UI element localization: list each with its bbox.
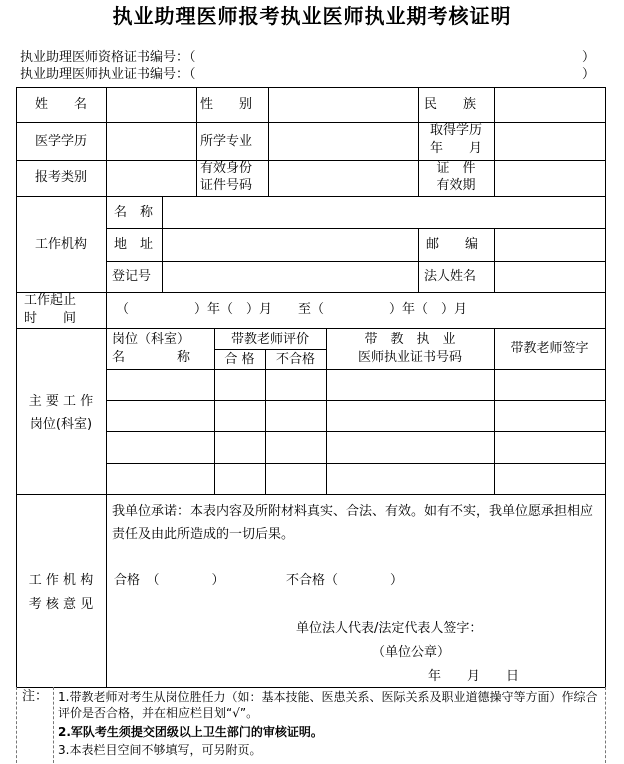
col-pass: 合 格: [224, 352, 255, 367]
label-id-number-1: 有效身份: [200, 161, 253, 176]
col-fail: 不合格: [275, 352, 315, 367]
label-positions-1: 主 要 工 作: [28, 394, 94, 409]
label-assessment-1: 工 作 机 构: [28, 573, 94, 588]
label-work-org: 工作机构: [34, 237, 87, 252]
label-org-legal-rep: 法人姓名: [424, 269, 477, 284]
note-item-1: 1.带教老师对考生从岗位胜任力（如：基本技能、医患关系、医际关系及职业道德操守等方面）作综合评价是否合格，并在相应栏目划“√”。: [58, 690, 598, 720]
label-work-period-2: 时 间: [24, 311, 77, 326]
note-item-2: 2.军队考生须提交团级以上卫生部门的审核证明。: [58, 725, 323, 739]
assessment-fail: 不合格（ ）: [286, 573, 404, 588]
cert-practice-close: ）: [582, 67, 596, 82]
col-post-1: 岗位（科室）: [112, 332, 191, 347]
label-org-reg-no: 登记号: [112, 269, 152, 284]
label-positions-2: 岗位(科室): [29, 417, 93, 432]
label-name: 姓 名: [34, 97, 87, 112]
col-cert-1: 带 教 执 业: [364, 332, 456, 347]
assessment-signature: 单位法人代表/法定代表人签字：: [296, 621, 483, 636]
col-post-2: 名 称: [112, 350, 191, 365]
label-id-valid-2: 有效期: [436, 178, 476, 193]
label-degree-year-1: 取得学历: [429, 123, 482, 138]
assessment-pass: 合格 （ ）: [114, 573, 225, 588]
label-id-valid-1: 证 件: [436, 161, 476, 176]
label-education: 医学学历: [34, 134, 87, 149]
notes-label: 注：: [22, 689, 49, 704]
work-period-range: （ ）年（ ）月 至（ ）年（ ）月: [116, 302, 468, 317]
cert-qualification-label: 执业助理医师资格证书编号：（: [20, 50, 196, 65]
label-org-name: 名 称: [114, 205, 154, 220]
cert-qualification-close: ）: [582, 50, 596, 65]
label-org-address: 地 址: [114, 237, 154, 252]
assessment-seal: （单位公章）: [372, 645, 451, 660]
label-assessment-2: 考 核 意 见: [28, 597, 94, 612]
page-title: 执业助理医师报考执业医师执业期考核证明: [112, 4, 512, 28]
label-id-number-2: 证件号码: [200, 178, 253, 193]
assessment-commitment: 我单位承诺：本表内容及所附材料真实、合法、有效。如有不实，我单位愿承担相应责任及由此所造成的一切后果。: [112, 504, 594, 542]
label-gender: 性 别: [200, 97, 253, 112]
label-degree-year-2: 年 月: [429, 141, 482, 156]
label-major: 所学专业: [200, 134, 253, 149]
col-teacher-eval: 带教老师评价: [230, 332, 309, 347]
label-org-postcode: 邮 编: [426, 237, 479, 252]
col-cert-2: 医师执业证书号码: [357, 350, 462, 365]
assessment-date: 年 月 日: [428, 669, 520, 684]
note-item-3: 3.本表栏目空间不够填写，可另附页。: [58, 743, 262, 757]
label-exam-category: 报考类别: [34, 170, 87, 185]
cert-practice-label: 执业助理医师执业证书编号：（: [20, 67, 196, 82]
col-teacher-sign: 带教老师签字: [510, 341, 589, 356]
label-ethnicity: 民 族: [424, 97, 477, 112]
label-work-period-1: 工作起止: [24, 293, 77, 308]
